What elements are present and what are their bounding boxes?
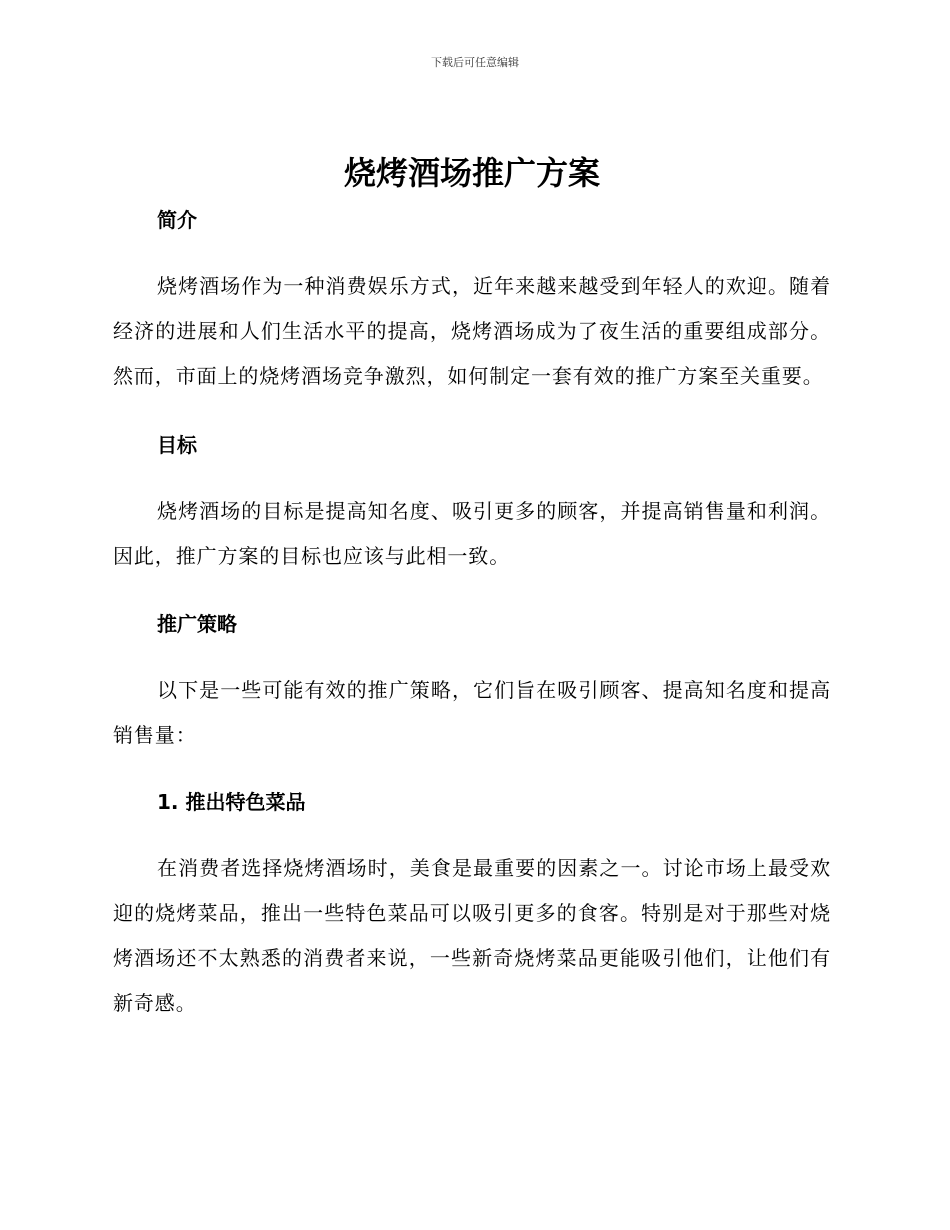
document-body	[113, 150, 831, 1026]
section-paragraph-featured-dishes: 在消费者选择烧烤酒场时，美食是最重要的因素之一。讨论市场上最受欢迎的烧烤菜品，推出一些特色菜品可以吸引更多的食客。特别是对于那些对烧烤酒场还不太熟悉的消费者来说，一些新奇烧烤菜品更能吸引他们，让他们有新奇感。	[113, 856, 831, 1015]
document-title: 烧烤酒场推广方案	[343, 154, 600, 192]
section-heading-goal: 目标	[157, 433, 197, 457]
section-paragraph-goal: 烧烤酒场的目标是提高知名度、吸引更多的顾客，并提高销售量和利润。因此，推广方案的目标也应该与此相一致。	[113, 499, 831, 568]
section-heading-intro: 简介	[157, 208, 197, 232]
section-heading-strategy: 推广策略	[157, 612, 237, 636]
section-paragraph-intro: 烧烤酒场作为一种消费娱乐方式，近年来越来越受到年轻人的欢迎。随着经济的进展和人们生活水平的提高，烧烤酒场成为了夜生活的重要组成部分。然而，市面上的烧烤酒场竞争激烈，如何制定一套有效的推广方案至关重要。	[113, 274, 831, 388]
section-paragraph-strategy: 以下是一些可能有效的推广策略，它们旨在吸引顾客、提高知名度和提高销售量：	[113, 678, 831, 747]
header-note: 下载后可任意编辑	[431, 56, 519, 69]
section-heading-featured-dishes: 1. 推出特色菜品	[157, 790, 306, 814]
